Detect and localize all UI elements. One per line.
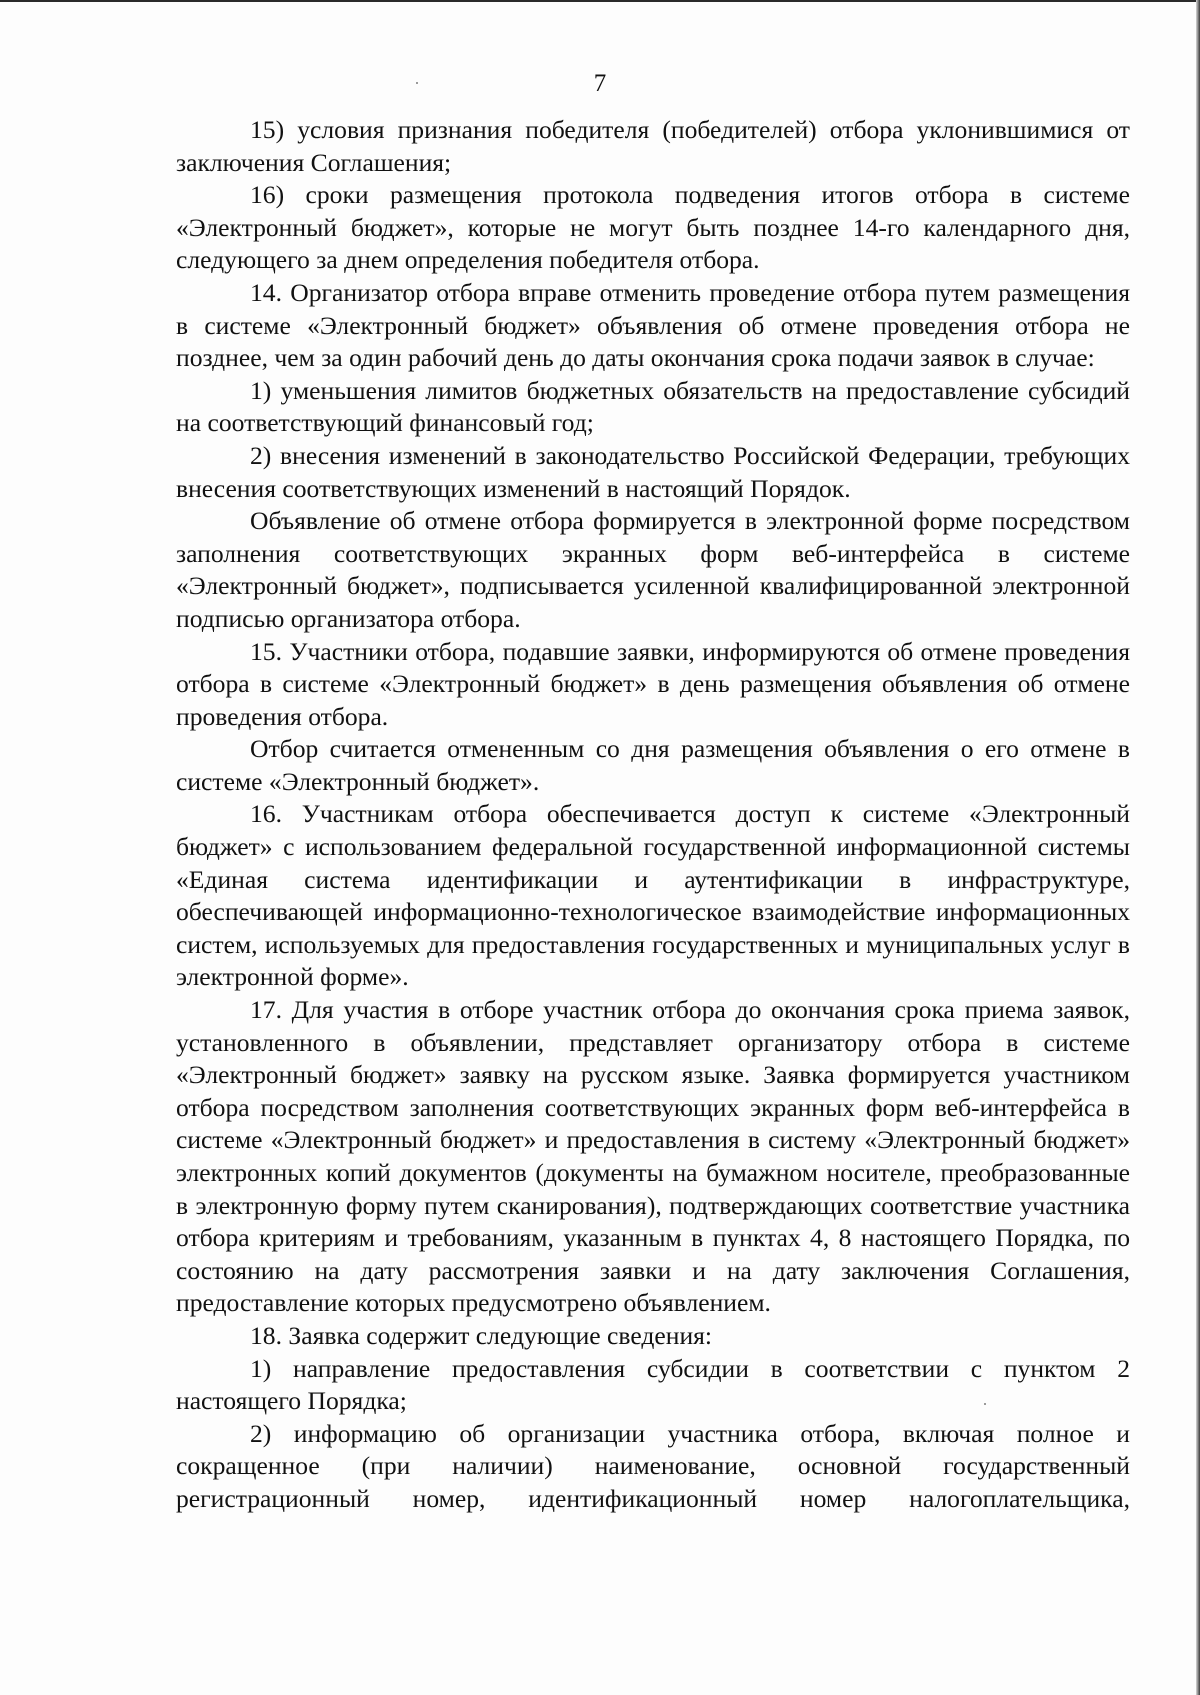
scan-top-edge bbox=[0, 0, 1200, 2]
paragraph-17-clause: 17. Для участия в отборе участник отбора до окончания срока приема заявок, установленного в объявлении, представляет организатору отбора в системе «Электронный бюджет» заявку на русском языке. Заявка формируется участником отбора посредством заполнения соответствующих экранных форм веб-интерфейса в системе «Электронный бюджет» и предоставления в систему «Электронный бюджет» электронных копий документов (документы на бумажном носителе, преобразованные в электронную форму путем сканирования), подтверждающих соответствие участника отбора критериям и требованиям, указанным в пунктах 4, 8 настоящего Порядка, по состоянию на дату рассмотрения заявки и на дату заключения Соглашения, предоставление которых предусмотрено объявлением. bbox=[176, 995, 1130, 1318]
paragraph-18-item-2: 2) информацию об организации участника отбора, включая полное и сокращенное (при наличии) наименование, основной государственный регистрационный номер, идентификационный номер налогоплательщика, bbox=[176, 1418, 1130, 1513]
paragraph-16-item: 16) сроки размещения протокола подведения итогов отбора в системе «Электронный бюджет», которые не могут быть позднее 14-го календарного дня, следующего за днем определения победителя отбора. bbox=[176, 180, 1130, 275]
paragraph-14-item-1: 1) уменьшения лимитов бюджетных обязательств на предоставление субсидий на соответствующий финансовый год; bbox=[176, 375, 1130, 438]
paragraph-15-item: 15) условия признания победителя (победителей) отбора уклонившимися от заключения Соглашения; bbox=[176, 115, 1130, 177]
scan-right-edge bbox=[1196, 0, 1200, 1695]
paragraph-18-clause: 18. Заявка содержит следующие сведения: bbox=[250, 1320, 713, 1350]
paragraph-cancel-notice: Объявление об отмене отбора формируется в электронной форме посредством заполнения соответствующих экранных форм веб-интерфейса в системе «Электронный бюджет», подписывается усиленной квалифицированной электронной подписью организатора отбора. bbox=[176, 506, 1130, 633]
paragraph-cancel-date: Отбор считается отмененным со дня размещения объявления о его отмене в системе «Электронный бюджет». bbox=[176, 734, 1130, 796]
paragraph-14-item-2: 2) внесения изменений в законодательство Российской Федерации, требующих внесения соответствующих изменений в настоящий Порядок. bbox=[176, 440, 1130, 503]
paragraph-15-clause: 15. Участники отбора, подавшие заявки, информируются об отмене проведения отбора в системе «Электронный бюджет» в день размещения объявления об отмене проведения отбора. bbox=[176, 636, 1130, 731]
page-number: 7 bbox=[593, 70, 607, 97]
document-body bbox=[176, 114, 1130, 1516]
paragraph-14-clause: 14. Организатор отбора вправе отменить проведение отбора путем размещения в системе «Электронный бюджет» объявления об отмене проведения отбора не позднее, чем за один рабочий день до даты окончания срока подачи заявок в случае: bbox=[176, 277, 1130, 373]
paragraph-16-clause: 16. Участникам отбора обеспечивается доступ к системе «Электронный бюджет» с использованием федеральной государственной информационной системы «Единая система идентификации и аутентификации в инфраструктуре, обеспечивающей информационно-технологическое взаимодействие информационных систем, используемых для предоставления государственных и муниципальных услуг в электронной форме». bbox=[176, 799, 1130, 992]
paragraph-18-item-1: 1) направление предоставления субсидии в соответствии с пунктом 2 настоящего Порядка; bbox=[176, 1353, 1130, 1416]
